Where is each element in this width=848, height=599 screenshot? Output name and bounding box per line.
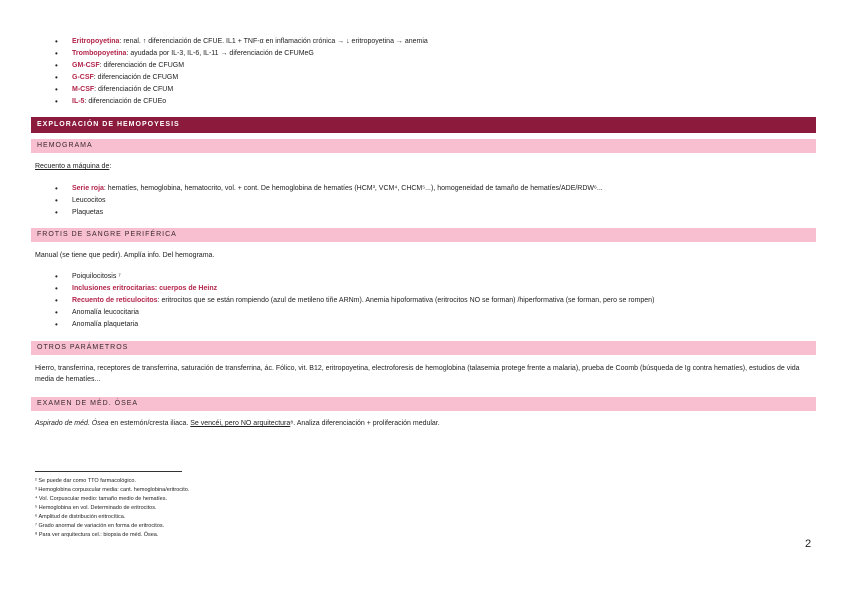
factor-list bbox=[55, 36, 428, 108]
list-item: • G-CSF: diferenciación de CFUGM bbox=[55, 72, 428, 84]
page-number: 2 bbox=[805, 538, 812, 550]
list-item: • Poiquilocitosis ⁷ bbox=[55, 271, 654, 283]
footnotes bbox=[35, 477, 189, 540]
footnote: ⁶ Amplitud de distribución eritrocítica. bbox=[35, 514, 126, 520]
footnote: ³ Hemoglobina corpuscular media: cant. hemoglobina/eritrocito. bbox=[35, 487, 190, 493]
section-heading-hemograma: HEMOGRAMA bbox=[31, 139, 816, 153]
otros-paragraph: Hierro, transferrina, receptores de transferrina, saturación de transferrina, ác. Fólico, vit. B12, eritropoyetina, electroforesis de hemoglobina (talasemia protege frente a malaria), prueba de Coomb (búsqueda de Ig contra hematíes), estudios de vida media de hematíes... bbox=[35, 365, 800, 383]
list-item: • Anomalía leucocitaria bbox=[55, 307, 654, 319]
footnote: ⁸ Para ver arquitectura cel.: biopsia de méd. Ósea. bbox=[35, 532, 159, 538]
list-item: • Anomalía plaquetaria bbox=[55, 319, 654, 331]
footnote: ⁵ Hemoglobina en vol. Determinado de eritrocitos. bbox=[35, 505, 157, 511]
list-item: • IL-5: diferenciación de CFUEo bbox=[55, 96, 428, 108]
section-heading-frotis: FROTIS DE SANGRE PERIFÉRICA bbox=[31, 228, 816, 242]
frotis-list bbox=[55, 271, 654, 331]
list-item: • Leucocitos bbox=[55, 195, 603, 207]
list-item: • Eritropoyetina: renal. ↑ diferenciación de CFUE. IL1 + TNF-α en inflamación crónica → ↓ eritropoyetina → anemia bbox=[55, 36, 428, 48]
list-item: • Inclusiones eritrocitarias: cuerpos de Heinz bbox=[55, 283, 654, 295]
section-heading-otros: OTROS PARÁMETROS bbox=[31, 341, 816, 355]
list-item: • Recuento de reticulocitos: eritrocitos que se están rompiendo (azul de metileno tiñe ARNm). Anemia hipoformativa (eritrocitos NO se forman) /hiperformativa (se forman, pero se rompen) bbox=[55, 295, 654, 307]
list-item: • GM-CSF: diferenciación de CFUGM bbox=[55, 60, 428, 72]
section-heading-medula: EXAMEN DE MÉD. ÓSEA bbox=[31, 397, 816, 411]
section-heading-exploracion: EXPLORACIÓN DE HEMOPOYESIS bbox=[31, 117, 816, 133]
footnote: ⁴ Vol. Corpuscular medio: tamaño medio de hematíes. bbox=[35, 496, 167, 502]
list-item: • Plaquetas bbox=[55, 207, 603, 219]
footnote: ⁷ Grado anormal de variación en forma de eritrocitos. bbox=[35, 523, 165, 529]
frotis-intro: Manual (se tiene que pedir). Amplía info. Del hemograma. bbox=[35, 252, 215, 259]
hemograma-list bbox=[55, 183, 603, 219]
medula-paragraph: Aspirado de méd. Ósea en esternón/cresta iliaca. Se vencéi, pero NO arquitectura⁸. Analiza diferenciación + proliferación medular. bbox=[35, 420, 440, 427]
footnote: ² Se puede dar como TTO farmacológico. bbox=[35, 478, 136, 484]
footnote-divider bbox=[35, 471, 182, 472]
list-item: • Trombopoyetina: ayudada por IL-3, IL-6, IL-11 → diferenciación de CFUMeG bbox=[55, 48, 428, 60]
list-item: • Serie roja: hematíes, hemoglobina, hematocrito, vol. + cont. De hemoglobina de hematíes (HCM³, VCM⁴, CHCM⁵...), homogeneidad de tamaño de hematíes/ADE/RDW⁶... bbox=[55, 183, 603, 195]
list-item: • M-CSF: diferenciación de CFUM bbox=[55, 84, 428, 96]
hemograma-intro: Recuento a máquina de: bbox=[35, 163, 112, 170]
